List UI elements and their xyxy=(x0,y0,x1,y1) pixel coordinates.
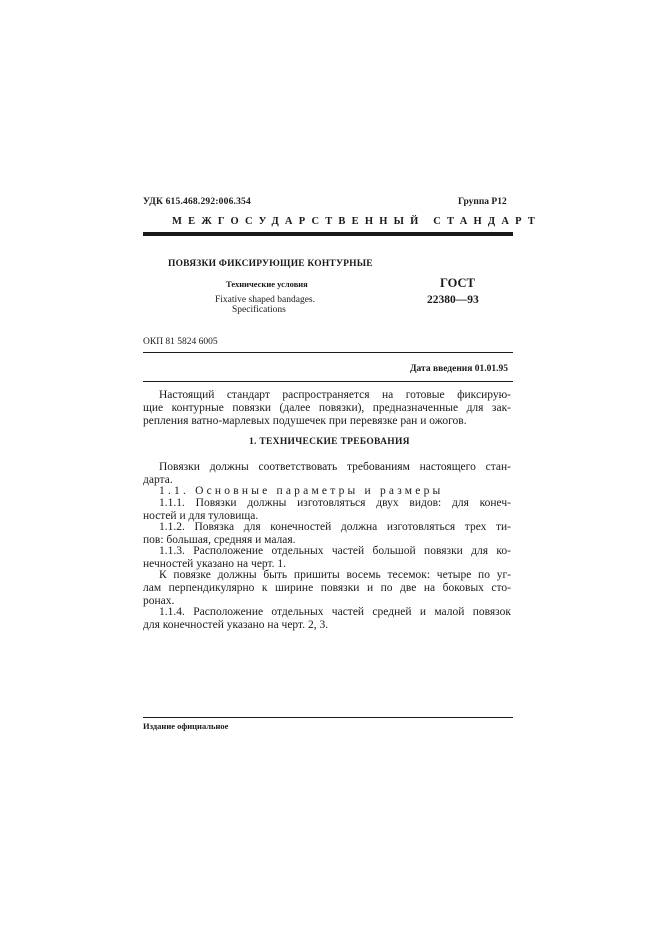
document-title: ПОВЯЗКИ ФИКСИРУЮЩИЕ КОНТУРНЫЕ xyxy=(168,259,373,269)
header-rule xyxy=(143,232,513,236)
paragraph-line: нечностей указано на черт. 1. xyxy=(143,558,287,570)
official-edition-note: Издание официальное xyxy=(143,721,229,731)
interstate-standard-heading: МЕЖГОСУДАРСТВЕННЫЙ СТАНДАРТ xyxy=(172,216,542,227)
paragraph-line: для конечностей указано на черт. 2, 3. xyxy=(143,619,329,631)
group-code: Группа Р12 xyxy=(458,197,507,207)
paragraph-line: 1.1.1. Повязки должны изготовляться двух видов: для конеч- xyxy=(159,497,511,509)
gost-label: ГОСТ xyxy=(440,276,475,290)
document-subtitle: Технические условия xyxy=(226,279,308,289)
paragraph-line: К повязке должны быть пришиты восемь тесемок: четыре по уг- xyxy=(159,569,511,581)
okp-rule xyxy=(143,352,513,353)
paragraph-line: 1.1.3. Расположение отдельных частей большой повязки для ко- xyxy=(159,545,511,557)
okp-code: ОКП 81 5824 6005 xyxy=(143,337,218,347)
paragraph-line: 1.1.4. Расположение отдельных частей средней и малой повязок xyxy=(159,606,511,618)
footer-rule xyxy=(143,717,513,718)
paragraph-line: дарта. xyxy=(143,474,173,486)
date-rule xyxy=(143,381,513,382)
paragraph-line: лам перпендикулярно к ширине повязки и по две на боковых сто- xyxy=(143,582,511,594)
intro-line: репления ватно-марлевых подушечек при перевязке ран и ожогов. xyxy=(143,415,467,427)
english-title-line-1: Fixative shaped bandages. xyxy=(215,295,315,305)
intro-line: щие контурные повязки (далее повязки), предназначенные для зак- xyxy=(143,402,511,414)
gost-number: 22380—93 xyxy=(427,294,479,306)
date-of-introduction: Дата введения 01.01.95 xyxy=(410,364,509,374)
udk-code: УДК 615.468.292:006.354 xyxy=(143,197,251,207)
clause-heading: 1.1. Основные параметры и размеры xyxy=(159,485,444,497)
paragraph-line: 1.1.2. Повязка для конечностей должна изготовляться трех ти- xyxy=(159,521,511,533)
paragraph-line: пов: большая, средняя и малая. xyxy=(143,534,296,546)
paragraph-line: ронах. xyxy=(143,595,175,607)
paragraph-line: Повязки должны соответствовать требованиям настоящего стан- xyxy=(159,461,511,473)
english-title-line-2: Specifications xyxy=(232,305,286,315)
paragraph-line: ностей и для туловища. xyxy=(143,510,259,522)
section-heading: 1. ТЕХНИЧЕСКИЕ ТРЕБОВАНИЯ xyxy=(249,437,410,447)
intro-line: Настоящий стандарт распространяется на готовые фиксирую- xyxy=(159,389,511,401)
